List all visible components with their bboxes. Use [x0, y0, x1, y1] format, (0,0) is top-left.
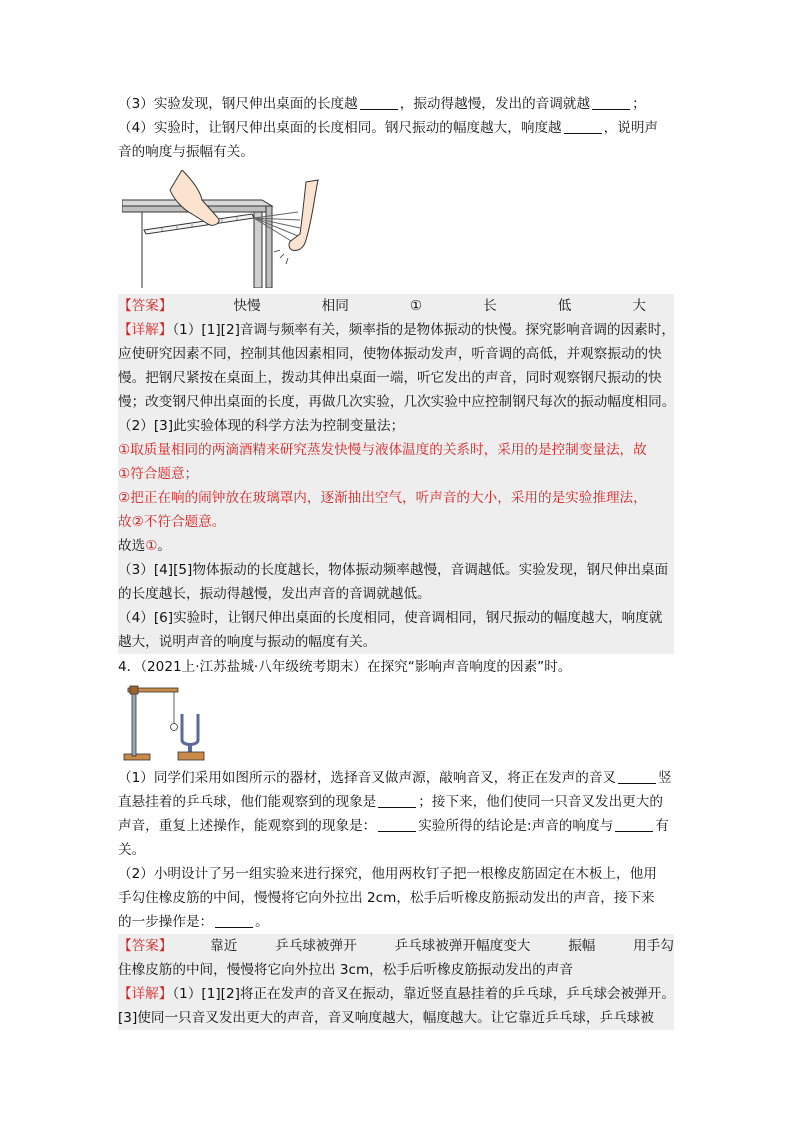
text: （1）同学们采用如图所示的器材，选择音叉做声源，敲响音叉，将正在发声的音叉 — [118, 770, 617, 786]
answer-item: 大 — [632, 298, 646, 314]
text: 故选 — [118, 538, 146, 554]
ruler-table-illustration — [122, 170, 322, 288]
answer-item: ① — [409, 298, 423, 314]
text: （1）[1][2]音调与频率有关，频率指的是物体振动的快慢。探究影响音调的因素时， — [172, 322, 675, 338]
answer-line: 住橡皮筋的中间，慢慢将它向外拉出 3cm，松手后听橡皮筋振动发出的声音 — [118, 962, 574, 978]
answer-label: 【答案】 — [118, 938, 173, 954]
text: 直悬挂着的乒乓球，他们能观察到的现象是 — [118, 794, 377, 810]
detail-line: （2）[3]此实验体现的科学方法为控制变量法； — [118, 418, 405, 434]
answer-blank — [360, 95, 398, 110]
answer-item: 靠近 — [210, 938, 238, 954]
text: （4）实验时，让钢尺伸出桌面的长度相同。钢尺振动的幅度越大，响度越 — [118, 120, 562, 136]
detail-line: 慢。把钢尺紧按在桌面上，拨动其伸出桌面一端，听它发出的声音，同时观察钢尺振动的快 — [118, 370, 662, 386]
detail-line-option: ①符合题意； — [118, 466, 199, 482]
q4-p2-line: 手勾住橡皮筋的中间，慢慢将它向外拉出 2cm，松手后听橡皮筋振动发出的声音，接下来 — [118, 890, 655, 906]
detail-line: （3）[4][5]物体振动的长度越长，物体振动频率越慢，音调越低。实验发现，钢尺伸出桌面 — [118, 562, 669, 578]
answer-blank — [215, 913, 253, 928]
question-4-title: 4．（2021上·江苏盐城·八年级统考期末）在探究“影响声音响度的因素”时。 — [118, 659, 572, 675]
q3-line — [118, 92, 674, 116]
q4-p1-line: 关。 — [118, 842, 146, 858]
tuning-fork-figure — [120, 684, 674, 762]
q4-p2-line: （2）小明设计了另一组实验来进行探究，他用两枚钉子把一根橡皮筋固定在木板上，他用 — [118, 866, 657, 882]
answer-item: 长 — [483, 298, 497, 314]
ruler-experiment-figure — [122, 170, 674, 288]
text: ① — [145, 538, 158, 554]
text: 。 — [157, 538, 171, 554]
detail-line: 应使研究因素不同，控制其他因素相同，使物体振动发声，听音调的高低，并观察振动的快 — [118, 346, 662, 362]
answer-blank — [378, 817, 416, 832]
detail-line: 越大，说明声音的响度与振动的幅度有关。 — [118, 634, 377, 650]
detail-line: 的长度越长，振动得越慢，发出声音的音调就越低。 — [118, 586, 431, 602]
detail-line: 慢；改变钢尺伸出桌面的长度，再做几次实验，几次实验中应控制钢尺每次的振动幅度相同。 — [118, 394, 676, 410]
q4-line-cont — [118, 140, 674, 164]
answer-blank — [378, 793, 416, 808]
answer-item: 用手勾 — [633, 938, 674, 954]
answer-detail-block-2 — [118, 934, 674, 1030]
detail-line-option: ①取质量相同的两滴酒精来研究蒸发快慢与液体温度的关系时，采用的是控制变量法，故 — [118, 442, 647, 458]
q4-p1-line — [118, 790, 674, 814]
detail-line — [118, 318, 674, 342]
answer-row-1 — [118, 294, 674, 318]
answer-item: 振幅 — [568, 938, 596, 954]
answer-blank — [564, 119, 602, 134]
detail-label: 【详解】 — [118, 986, 173, 1002]
text: ，说明声 — [603, 120, 659, 136]
answer-item: 乒乓球被弹开 — [275, 938, 357, 954]
text: ； — [632, 96, 646, 112]
text: 的一步操作是： — [118, 914, 214, 930]
text: 有 — [655, 818, 669, 834]
detail-line-option: ②把正在响的闹钟放在玻璃罩内，逐渐抽出空气，听声音的大小，采用的是实验推理法， — [118, 490, 647, 506]
text: ，振动得越慢，发出的音调就越 — [399, 96, 591, 112]
text: 音的响度与振幅有关。 — [118, 144, 254, 160]
detail-line — [118, 982, 674, 1006]
answer-detail-block-1 — [118, 294, 674, 654]
q4-line — [118, 116, 674, 140]
text: ；接下来，他们使同一只音叉发出更大的 — [418, 794, 663, 810]
answer-blank — [615, 817, 653, 832]
q4-p2-line — [118, 910, 674, 934]
detail-label: 【详解】 — [118, 322, 173, 338]
answer-blank — [592, 95, 630, 110]
text: 实验所得的结论是:声音的响度与 — [418, 818, 614, 834]
answer-item: 乒乓球被弹开幅度变大 — [394, 938, 531, 954]
document-page — [118, 92, 674, 1030]
tuning-fork-illustration — [120, 684, 220, 762]
answer-blank — [618, 769, 656, 784]
text: 声音，重复上述操作，能观察到的现象是： — [118, 818, 377, 834]
answer-item: 低 — [557, 298, 572, 314]
text: （1）[1][2]将正在发声的音叉在振动，靠近竖直悬挂着的乒乓球，乒乓球会被弹开。 — [172, 986, 675, 1002]
choose-line — [118, 534, 674, 558]
detail-line: [3]使同一只音叉发出更大的声音，音叉响度越大，幅度越大。让它靠近乒乓球，乒乓球被 — [118, 1010, 654, 1026]
text: 竖 — [658, 770, 672, 786]
answer-item: 相同 — [321, 298, 349, 314]
answer-item: 快慢 — [233, 298, 261, 314]
detail-line: （4）[6]实验时，让钢尺伸出桌面的长度相同，使音调相同，钢尺振动的幅度越大，响度就 — [118, 610, 663, 626]
text: （3）实验发现，钢尺伸出桌面的长度越 — [118, 96, 358, 112]
q4-p1-line — [118, 814, 674, 838]
answer-row-2 — [118, 934, 674, 958]
q4-p1-line — [118, 766, 674, 790]
text: 。 — [255, 914, 269, 930]
answer-label: 【答案】 — [118, 298, 173, 314]
detail-line-option: 故②不符合题意。 — [118, 514, 226, 530]
